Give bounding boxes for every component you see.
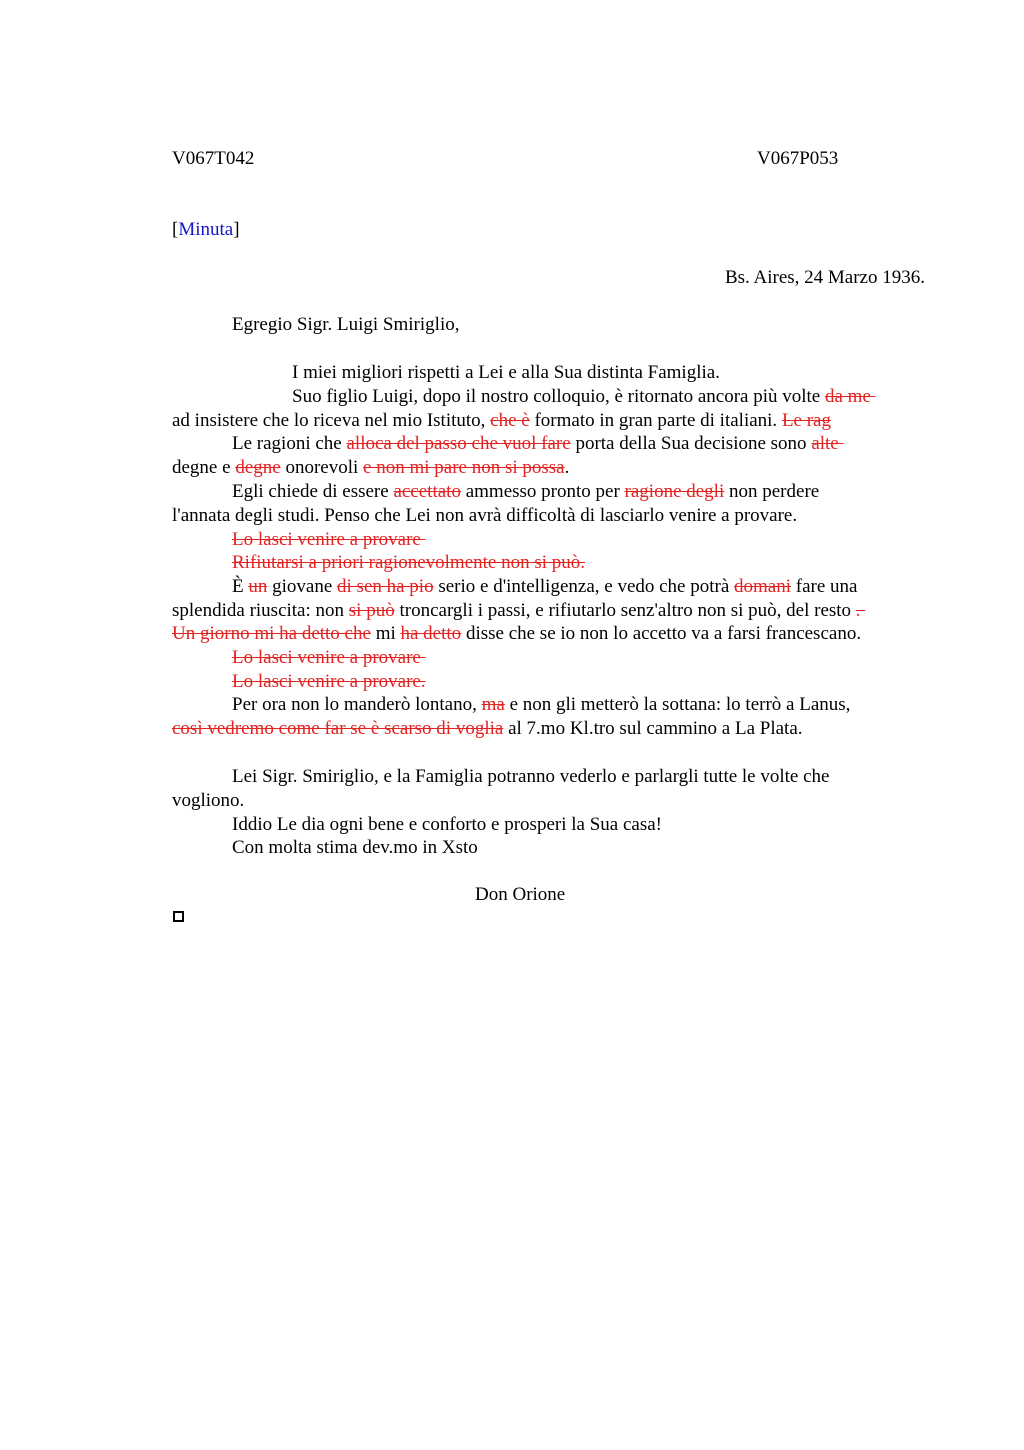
deletion: ragione degli	[624, 481, 725, 502]
body-line-11: splendida riuscita: non si può troncargli i passi, e rifiutarlo senz'altro non si può, del resto .	[172, 600, 866, 621]
deletion: si può	[348, 600, 395, 621]
signature: Don Orione	[475, 884, 566, 905]
deletion: Un giorno mi ha detto che	[172, 623, 371, 644]
deleted-line-14: Lo lasci venire a provare.	[232, 671, 426, 692]
deletion: che è	[490, 410, 530, 431]
body-line-4: Le ragioni che alloca del passo che vuol fare porta della Sua decisione sono alte	[232, 433, 844, 454]
minuta-label: [Minuta]	[172, 219, 240, 240]
deletion: ha detto	[400, 623, 462, 644]
deletion: degne	[235, 457, 281, 478]
salutation: Egregio Sigr. Luigi Smiriglio,	[232, 314, 460, 335]
deletion: Le rag	[781, 410, 831, 431]
deletion: accettato	[393, 481, 461, 502]
deletion: alte	[811, 433, 844, 454]
body-line-5: degne e degne onorevoli e non mi pare non si possa.	[172, 457, 570, 478]
body-line-1: I miei migliori rispetti a Lei e alla Sua distinta Famiglia.	[292, 362, 720, 383]
body-line-7: l'annata degli studi. Penso che Lei non avrà difficoltà di lasciarlo venire a provare.	[172, 505, 798, 526]
square-marker-icon	[173, 911, 184, 922]
body-line-19: Iddio Le dia ogni bene e conforto e prosperi la Sua casa!	[232, 814, 662, 835]
closing-line: Con molta stima dev.mo in Xsto	[232, 837, 478, 858]
deletion: .	[855, 600, 866, 621]
date-line: Bs. Aires, 24 Marzo 1936.	[724, 267, 925, 288]
deleted-line-9: Rifiutarsi a priori ragionevolmente non si può.	[232, 552, 586, 573]
minuta-link[interactable]: Minuta	[178, 219, 234, 240]
body-line-16: così vedremo come far se è scarso di voglia al 7.mo Kl.tro sul cammino a La Plata.	[172, 718, 803, 739]
deletion: da me	[824, 386, 876, 407]
body-line-18: vogliono.	[172, 790, 245, 811]
body-line-17: Lei Sigr. Smiriglio, e la Famiglia potranno vederlo e parlargli tutte le volte che	[232, 766, 830, 787]
deletion: alloca del passo che vuol fare	[346, 433, 571, 454]
header-left-code: V067T042	[172, 148, 255, 169]
deleted-line-8: Lo lasci venire a provare	[232, 529, 426, 550]
body-line-10: È un giovane di sen ha pio serio e d'intelligenza, e vedo che potrà domani fare una	[232, 576, 858, 597]
header-right-code: V067P053	[757, 148, 839, 169]
body-line-6: Egli chiede di essere accettato ammesso pronto per ragione degli non perdere	[232, 481, 820, 502]
deleted-line-13: Lo lasci venire a provare	[232, 647, 426, 668]
deletion: di sen ha pio	[337, 576, 434, 597]
body-line-15: Per ora non lo manderò lontano, ma e non gli metterò la sottana: lo terrò a Lanus,	[232, 694, 851, 715]
deletion: ma	[481, 694, 505, 715]
body-line-2: Suo figlio Luigi, dopo il nostro colloquio, è ritornato ancora più volte da me	[292, 386, 876, 407]
deletion: un	[248, 576, 268, 597]
deletion: domani	[734, 576, 792, 597]
body-line-3: ad insistere che lo riceva nel mio Istituto, che è formato in gran parte di italiani. Le rag	[172, 410, 831, 431]
deletion: e non mi pare non si possa	[363, 457, 565, 478]
body-line-12: Un giorno mi ha detto che mi ha detto disse che se io non lo accetto va a farsi francescano.	[172, 623, 862, 644]
deletion: così vedremo come far se è scarso di voglia	[172, 718, 504, 739]
